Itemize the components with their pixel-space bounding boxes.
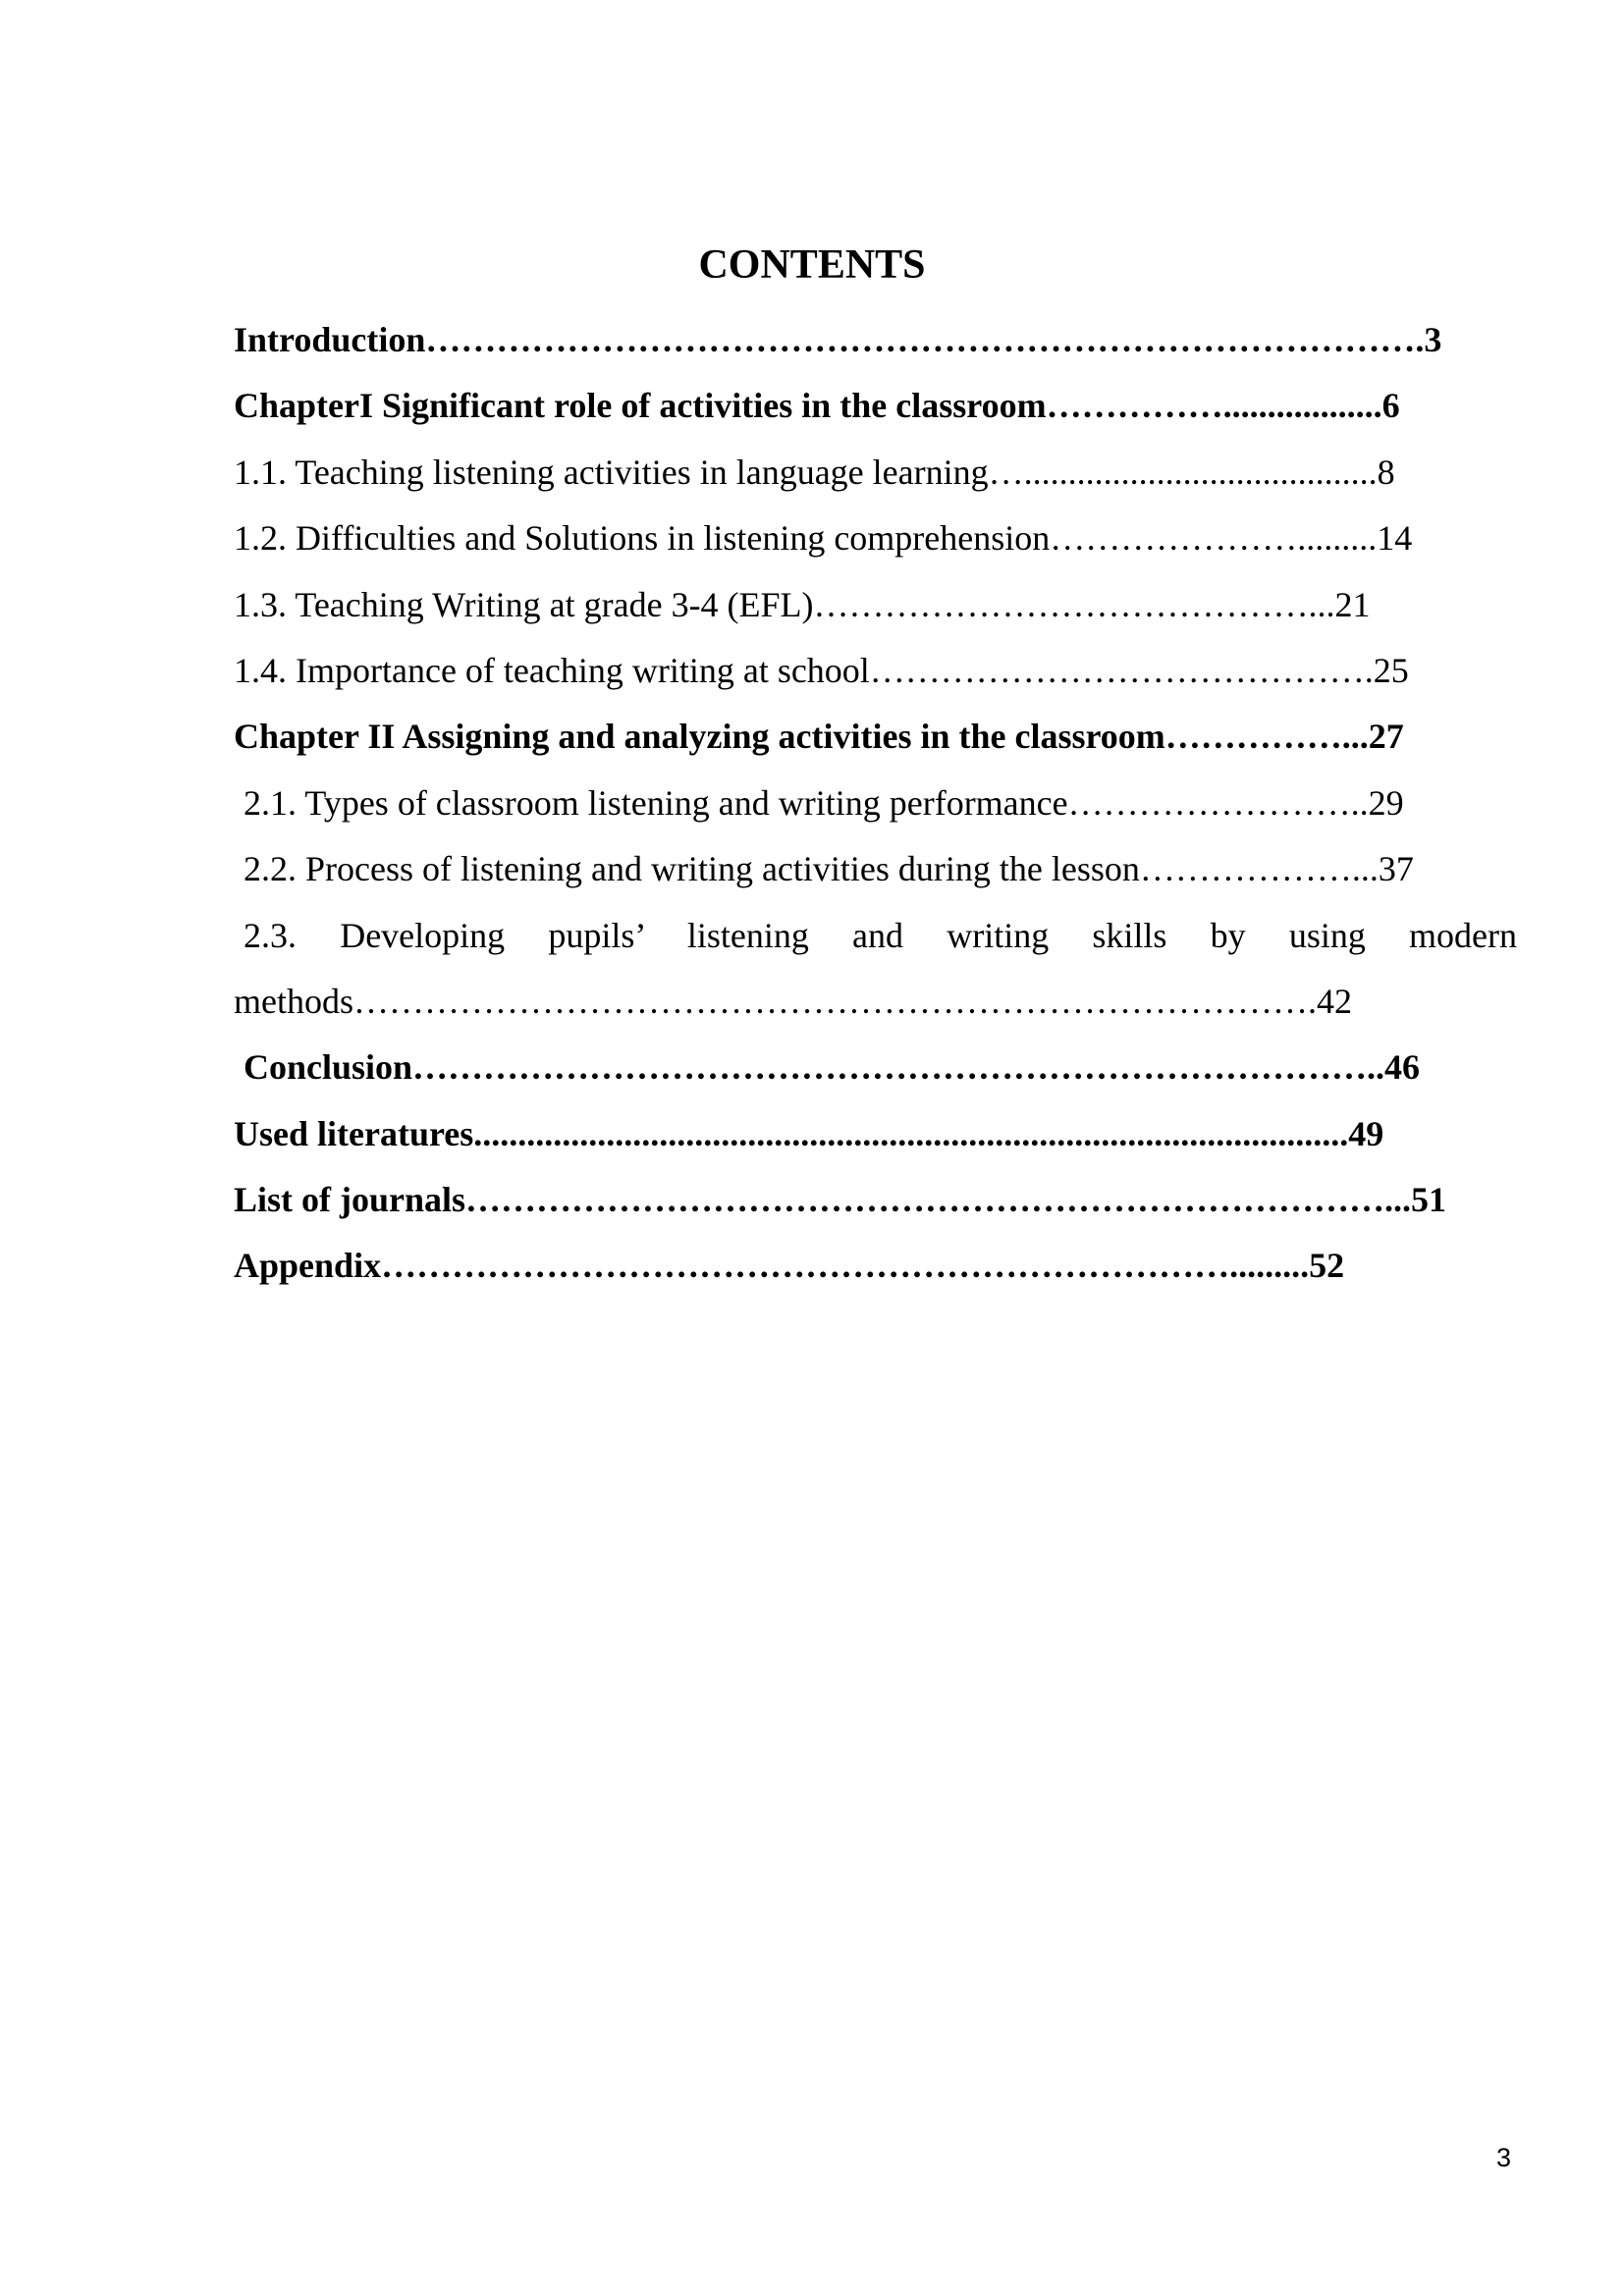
toc-entry-1-1: 1.1. Teaching listening activities in language learning…........................................8 (234, 452, 1395, 492)
toc-entry-1-4: 1.4. Importance of teaching writing at school…………………………………….25 (234, 650, 1409, 690)
toc-entry-used-literatures: Used literatures...................................................................................................49 (234, 1113, 1384, 1153)
toc-entry-1-2: 1.2. Difficulties and Solutions in listening comprehension………………….........14 (234, 518, 1413, 559)
toc-entry-introduction: Introduction………………………………………………………………………….3 (234, 320, 1442, 359)
toc-entry-2-1: 2.1. Types of classroom listening and writing performance……………………..29 (244, 782, 1404, 823)
toc-entry-appendix: Appendix……………………………………………………………….........52 (234, 1246, 1345, 1286)
toc-entry-2-3: 2.3. Developing pupils’ listening and writing skills by using modern (244, 915, 1517, 955)
page-number: 3 (1495, 2143, 1511, 2172)
toc-entry-list-of-journals: List of journals……………………………………………………………………...51 (234, 1180, 1447, 1220)
toc-entry-2-2: 2.2. Process of listening and writing activities during the lesson………………...37 (244, 849, 1414, 889)
toc-entry-chapter-1: ChapterI Significant role of activities in the classroom……………..................6 (234, 386, 1400, 426)
toc-entry-chapter-2: Chapter II Assigning and analyzing activities in the classroom……………...27 (234, 717, 1404, 757)
table-of-contents (234, 307, 1517, 1300)
toc-entry-1-3: 1.3. Teaching Writing at grade 3-4 (EFL)……………………………………...21 (234, 584, 1371, 624)
toc-entry-2-3-continued: methods……………………………………………………………………….42 (234, 981, 1352, 1021)
contents-heading: CONTENTS (698, 242, 926, 288)
toc-entry-conclusion: Conclusion………………………………………………………………………..46 (244, 1047, 1421, 1088)
